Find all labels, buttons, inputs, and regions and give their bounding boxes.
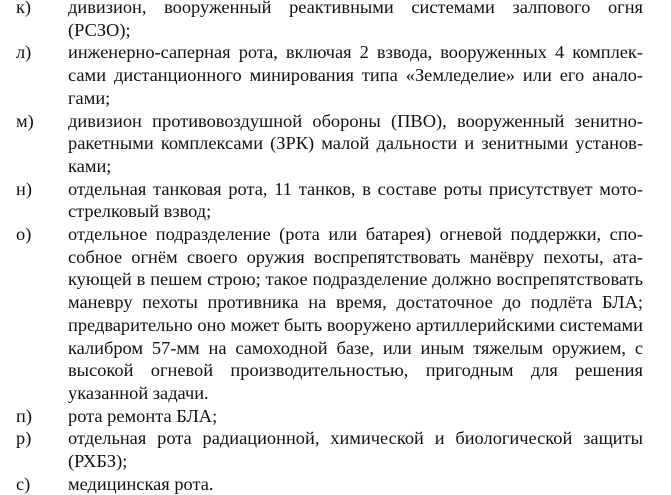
list-item-text: дивизион, вооруженный реактивными системами залпового огня (РСЗО); — [68, 0, 643, 40]
list-item-text: отдельная рота радиационной, химической и биологической защиты (РХБЗ); — [68, 428, 643, 472]
list-item-text: дивизион противовоздушной обороны (ПВО), вооруженный зенитно-ракетными комплексами (ЗРК) малой дальности и зенитными установками; — [68, 110, 643, 176]
list-item-text: рота ремонта БЛА; — [68, 405, 218, 426]
list-marker: р) — [16, 428, 32, 449]
list-item-l — [0, 41, 671, 109]
list-marker: к) — [16, 0, 32, 17]
list-item-text: инженерно-саперная рота, включая 2 взвода, вооруженных 4 комплексами дистанционного минирования типа «Земледелие» или его аналогами; — [68, 42, 643, 108]
list-item-text: отдельная танковая рота, 11 танков, в составе роты присутствует мотострелковый взвод; — [68, 178, 643, 222]
list-item-text: отдельное подразделение (рота или батарея) огневой поддержки, способное огнём своего оружия воспрепятствовать манёвру пехоты, атакующей в пешем строю; такое подразделение должно воспрепятствовать маневру пехоты противника на время, достаточное до подлёта БЛА; предварительно оно может быть вооружено артиллерийскими системами калибром 57-мм на самоходной базе, или иным тяжелым оружием, с высокой огневой производительностью, пригодным для решения указанной задачи. — [68, 224, 643, 403]
list-item-k — [0, 0, 671, 41]
list-marker: о) — [16, 224, 32, 245]
list-item-text: медицинская рота. — [68, 473, 214, 494]
list-marker: л) — [16, 42, 32, 63]
list-marker: м) — [16, 110, 34, 131]
list-item-m — [0, 110, 671, 178]
list-marker: с) — [16, 473, 31, 494]
list-item-r — [0, 427, 671, 472]
list-item-o — [0, 223, 671, 405]
list-item-s — [0, 473, 671, 495]
list-marker: н) — [16, 178, 32, 199]
list-marker: п) — [16, 405, 32, 426]
list-item-n — [0, 178, 671, 223]
list-item-p — [0, 405, 671, 428]
